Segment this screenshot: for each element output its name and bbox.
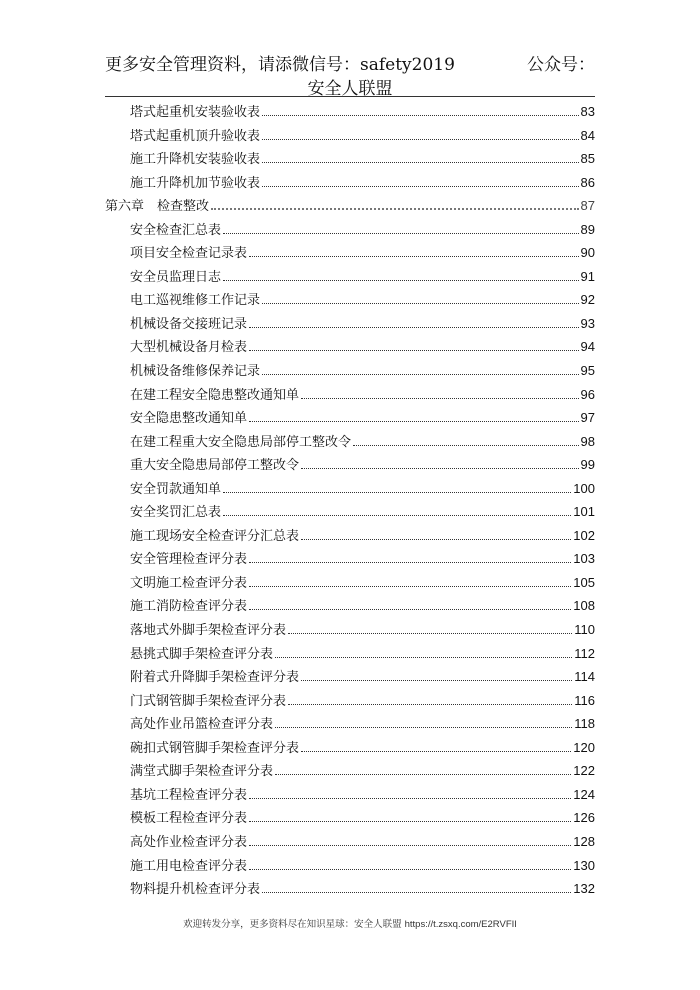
- toc-entry[interactable]: [105, 100, 595, 124]
- dot-leader: [223, 279, 579, 281]
- toc-entry-page: 118: [574, 716, 595, 732]
- toc-entry-title: 安全隐患整改通知单: [130, 411, 248, 427]
- toc-entry-title: 门式钢管脚手架检查评分表: [130, 693, 287, 709]
- toc-entry-page: 98: [580, 433, 595, 449]
- toc-entry-title: 安全管理检查评分表: [130, 552, 248, 568]
- toc-entry-title: 项目安全检查记录表: [130, 246, 248, 262]
- toc-entry-page: 89: [580, 221, 595, 237]
- dot-leader: [288, 632, 572, 634]
- dot-leader: [301, 467, 579, 469]
- toc-entry-title: 大型机械设备月检表: [130, 340, 248, 356]
- toc-entry[interactable]: [105, 642, 595, 666]
- dot-leader: [353, 444, 579, 446]
- dot-leader: [262, 138, 579, 140]
- toc-entry-page: 112: [574, 645, 595, 661]
- toc-entry-page: 128: [573, 833, 595, 849]
- dot-leader: [249, 349, 579, 351]
- toc-entry[interactable]: [105, 171, 595, 195]
- dot-leader: [262, 891, 571, 893]
- dot-leader: [249, 608, 571, 610]
- toc-entry[interactable]: [105, 147, 595, 171]
- toc-entry-title: 附着式升降脚手架检查评分表: [130, 670, 300, 686]
- toc-entry[interactable]: [105, 594, 595, 618]
- dot-leader: [249, 820, 571, 822]
- toc-entry-title: 落地式外脚手架检查评分表: [130, 623, 287, 639]
- toc-entry[interactable]: [105, 524, 595, 548]
- toc-entry[interactable]: [105, 712, 595, 736]
- toc-entry-title: 文明施工检查评分表: [130, 575, 248, 591]
- toc-entry-page: 102: [573, 527, 595, 543]
- dot-leader: [301, 397, 579, 399]
- toc-entry-page: 93: [580, 315, 595, 331]
- toc-entry[interactable]: [105, 288, 595, 312]
- toc-entry-title: 施工升降机安装验收表: [130, 152, 261, 168]
- toc-entry-page: 85: [580, 151, 595, 167]
- dot-leader: [249, 868, 571, 870]
- toc-entry[interactable]: [105, 618, 595, 642]
- toc-entry[interactable]: [105, 877, 595, 901]
- toc-entry[interactable]: [105, 383, 595, 407]
- toc-entry[interactable]: [105, 665, 595, 689]
- dot-leader: [249, 420, 579, 422]
- toc-entry-page: 86: [580, 174, 595, 190]
- toc-entry-title: 在建工程重大安全隐患局部停工整改令: [130, 434, 352, 450]
- toc-entry-page: 84: [580, 127, 595, 143]
- toc-entry-page: 110: [574, 622, 595, 638]
- toc-entry-page: 99: [580, 457, 595, 473]
- toc-entry-title: 物料提升机检查评分表: [130, 882, 261, 898]
- dot-leader: [262, 161, 579, 163]
- toc-entry[interactable]: [105, 124, 595, 148]
- toc-entry-page: 108: [573, 598, 595, 614]
- toc-entry-title: 塔式起重机顶升验收表: [130, 128, 261, 144]
- toc-entry-page: 87: [580, 198, 595, 214]
- toc-entry-page: 122: [573, 763, 595, 779]
- dot-leader: [223, 514, 571, 516]
- toc-entry[interactable]: [105, 335, 595, 359]
- dot-leader: [275, 726, 572, 728]
- toc-entry-title: 高处作业吊篮检查评分表: [130, 717, 274, 733]
- toc-entry-page: 96: [580, 386, 595, 402]
- toc-entry[interactable]: [105, 430, 595, 454]
- toc-entry-page: 130: [573, 857, 595, 873]
- toc-entry[interactable]: [105, 830, 595, 854]
- toc-entry-title: 安全罚款通知单: [130, 481, 222, 497]
- dot-leader: [249, 561, 571, 563]
- toc-entry-title: 模板工程检查评分表: [130, 811, 248, 827]
- toc-entry[interactable]: [105, 571, 595, 595]
- toc-entry[interactable]: [105, 759, 595, 783]
- dot-leader: [249, 326, 579, 328]
- toc-entry[interactable]: [105, 359, 595, 383]
- toc-entry-title: 悬挑式脚手架检查评分表: [130, 646, 274, 662]
- header-divider: [105, 96, 595, 97]
- dot-leader: [249, 797, 571, 799]
- toc-entry-page: 91: [580, 268, 595, 284]
- toc-entry-page: 97: [580, 410, 595, 426]
- toc-entry-title: 机械设备维修保养记录: [130, 364, 261, 380]
- toc-entry-title: 施工升降机加节验收表: [130, 175, 261, 191]
- toc-entry-title: 机械设备交接班记录: [130, 316, 248, 332]
- toc-entry[interactable]: [105, 689, 595, 713]
- toc-entry[interactable]: [105, 453, 595, 477]
- footer: [0, 916, 700, 930]
- dot-leader: [223, 232, 579, 234]
- toc-entry-title: 碗扣式钢管脚手架检查评分表: [130, 740, 300, 756]
- dot-leader: [262, 185, 579, 187]
- dot-leader: [211, 207, 579, 210]
- toc-entry-page: 114: [574, 669, 595, 685]
- toc-entry[interactable]: [105, 265, 595, 289]
- footer-link[interactable]: https://t.zsxq.com/E2RVFII: [404, 919, 517, 930]
- dot-leader: [275, 773, 571, 775]
- table-of-contents: [105, 100, 595, 901]
- toc-entry-title: 高处作业检查评分表: [130, 834, 248, 850]
- footer-text: 欢迎转发分享，更多资料尽在知识星球：安全人联盟: [183, 919, 402, 930]
- toc-entry-page: 83: [580, 104, 595, 119]
- toc-entry[interactable]: [105, 218, 595, 242]
- toc-entry[interactable]: [105, 736, 595, 760]
- toc-entry-title: 在建工程安全隐患整改通知单: [130, 387, 300, 403]
- toc-entry-title: 施工消防检查评分表: [130, 599, 248, 615]
- toc-entry-page: 132: [573, 881, 595, 897]
- header-account-name: 安全人联盟: [307, 79, 393, 99]
- toc-entry-page: 116: [574, 692, 595, 708]
- toc-entry[interactable]: [105, 312, 595, 336]
- toc-entry[interactable]: [105, 500, 595, 524]
- dot-leader: [223, 491, 571, 493]
- toc-entry[interactable]: [105, 783, 595, 807]
- toc-entry-title: 基坑工程检查评分表: [130, 787, 248, 803]
- toc-entry-page: 95: [580, 363, 595, 379]
- dot-leader: [301, 750, 571, 752]
- dot-leader: [249, 255, 579, 257]
- toc-entry-page: 103: [573, 551, 595, 567]
- toc-entry-title: 安全检查汇总表: [130, 222, 222, 238]
- toc-entry[interactable]: [105, 547, 595, 571]
- toc-entry[interactable]: [105, 241, 595, 265]
- dot-leader: [262, 302, 579, 304]
- header-line-1: [105, 50, 595, 75]
- dot-leader: [301, 679, 572, 681]
- toc-chapter-entry[interactable]: [105, 194, 595, 218]
- toc-entry-page: 94: [580, 339, 595, 355]
- dot-leader: [288, 703, 572, 705]
- toc-entry[interactable]: [105, 806, 595, 830]
- header-account-label: 公众号：: [527, 55, 595, 75]
- toc-entry-title: 施工用电检查评分表: [130, 858, 248, 874]
- toc-entry[interactable]: [105, 406, 595, 430]
- dot-leader: [301, 538, 571, 540]
- toc-entry-title: 重大安全隐患局部停工整改令: [130, 458, 300, 474]
- toc-entry-page: 120: [573, 739, 595, 755]
- dot-leader: [275, 656, 572, 658]
- toc-entry-page: 105: [573, 574, 595, 590]
- dot-leader: [262, 114, 579, 116]
- dot-leader: [262, 373, 579, 375]
- toc-entry-title: 满堂式脚手架检查评分表: [130, 764, 274, 780]
- toc-entry-title: 安全员监理日志: [130, 269, 222, 285]
- toc-entry-title: 塔式起重机安装验收表: [130, 105, 261, 120]
- toc-entry-page: 124: [573, 786, 595, 802]
- toc-entry[interactable]: [105, 477, 595, 501]
- dot-leader: [249, 585, 571, 587]
- toc-entry-title: 电工巡视维修工作记录: [130, 293, 261, 309]
- toc-entry-page: 126: [573, 810, 595, 826]
- toc-entry-page: 92: [580, 292, 595, 308]
- toc-entry-title: 施工现场安全检查评分汇总表: [130, 528, 300, 544]
- toc-entry-page: 100: [573, 480, 595, 496]
- toc-entry-page: 101: [573, 504, 595, 520]
- toc-entry-title: 安全奖罚汇总表: [130, 505, 222, 521]
- toc-entry-title: 第六章 检查整改: [105, 198, 210, 214]
- toc-entry-page: 90: [580, 245, 595, 261]
- header-wechat-text: 更多安全管理资料，请添微信号：safety2019: [105, 55, 455, 75]
- toc-entry[interactable]: [105, 854, 595, 878]
- dot-leader: [249, 844, 571, 846]
